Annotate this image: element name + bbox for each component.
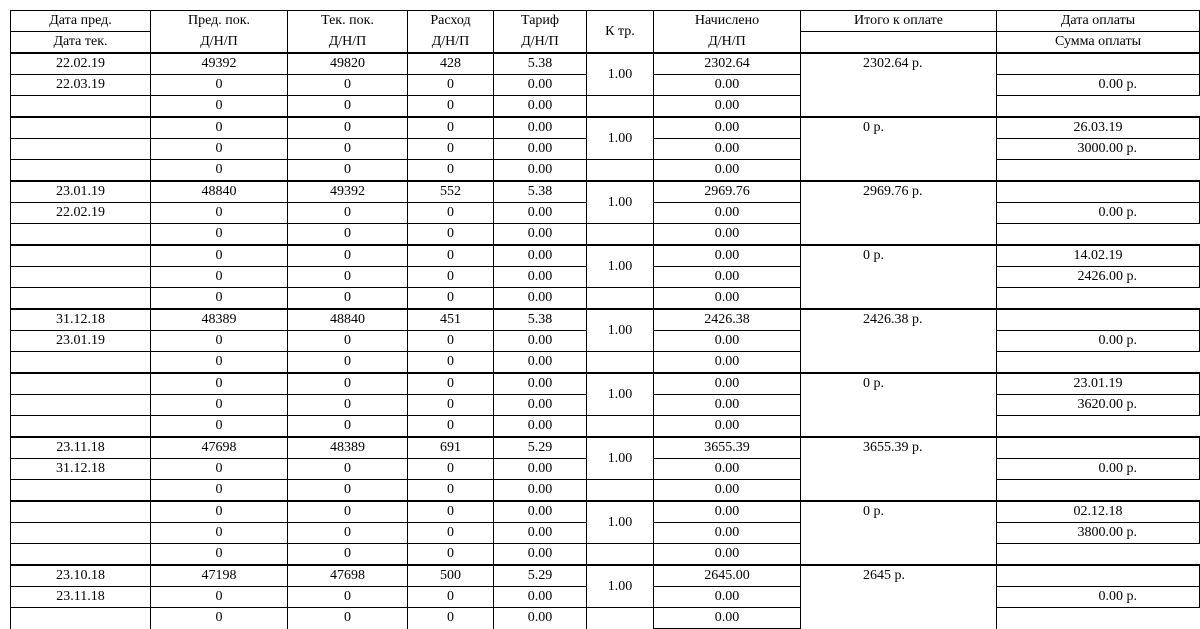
cur-reading-cell: 0 xyxy=(288,288,408,310)
pay-date-cell: 14.02.19 xyxy=(997,245,1200,267)
tariff-cell: 0.00 xyxy=(494,373,587,395)
tariff-cell: 0.00 xyxy=(494,416,587,438)
ktr-empty-cell xyxy=(587,480,654,502)
tariff-cell: 0.00 xyxy=(494,203,587,224)
pay-sum-cell: 0.00 р. xyxy=(997,203,1200,224)
pay-date-cell xyxy=(997,309,1200,331)
tariff-cell: 0.00 xyxy=(494,352,587,374)
pay-empty-cell xyxy=(997,480,1200,502)
prev-reading-cell: 0 xyxy=(151,267,288,288)
pay-empty-cell xyxy=(997,224,1200,246)
usage-cell: 0 xyxy=(408,224,494,246)
prev-reading-cell: 48840 xyxy=(151,181,288,203)
tariff-cell: 0.00 xyxy=(494,160,587,182)
table-row xyxy=(11,480,1200,502)
accrued-cell: 0.00 xyxy=(654,544,801,566)
cur-reading-cell: 0 xyxy=(288,224,408,246)
prev-reading-cell: 0 xyxy=(151,608,288,629)
prev-reading-cell: 47198 xyxy=(151,565,288,587)
tariff-cell: 0.00 xyxy=(494,523,587,544)
table-row xyxy=(11,501,1200,523)
tariff-cell: 5.29 xyxy=(494,565,587,587)
tariff-cell: 5.38 xyxy=(494,53,587,75)
date-cur-cell: 31.12.18 xyxy=(11,459,151,480)
date-cur-cell: 23.01.19 xyxy=(11,331,151,352)
accrued-cell: 0.00 xyxy=(654,139,801,160)
accrued-cell: 2302.64 xyxy=(654,53,801,75)
pay-date-cell xyxy=(997,565,1200,587)
ktr-cell: 1.00 xyxy=(587,117,654,160)
date-cur-cell xyxy=(11,139,151,160)
cur-reading-cell: 0 xyxy=(288,587,408,608)
ktr-empty-cell xyxy=(587,288,654,310)
table-row xyxy=(11,53,1200,75)
total-due-cell: 2969.76 р. xyxy=(801,181,997,245)
usage-cell: 0 xyxy=(408,480,494,502)
cur-reading-cell: 49820 xyxy=(288,53,408,75)
date-prev-cell: 23.10.18 xyxy=(11,565,151,587)
ktr-cell: 1.00 xyxy=(587,437,654,480)
table-row xyxy=(11,416,1200,438)
accrued-cell: 0.00 xyxy=(654,288,801,310)
prev-reading-cell: 0 xyxy=(151,139,288,160)
ktr-cell: 1.00 xyxy=(587,309,654,352)
date-cur-cell: 23.11.18 xyxy=(11,587,151,608)
table-row xyxy=(11,608,1200,629)
usage-cell: 428 xyxy=(408,53,494,75)
accrued-cell: 0.00 xyxy=(654,501,801,523)
ktr-empty-cell xyxy=(587,224,654,246)
accrued-cell: 0.00 xyxy=(654,224,801,246)
pay-date-cell xyxy=(997,53,1200,75)
date-prev-cell: 23.01.19 xyxy=(11,181,151,203)
table-row xyxy=(11,544,1200,566)
prev-reading-cell: 0 xyxy=(151,480,288,502)
date-cur-cell: 22.03.19 xyxy=(11,75,151,96)
date-empty-cell xyxy=(11,544,151,566)
date-empty-cell xyxy=(11,160,151,182)
usage-cell: 0 xyxy=(408,608,494,629)
accrued-cell: 0.00 xyxy=(654,459,801,480)
ledger-container xyxy=(10,10,1199,626)
ktr-empty-cell xyxy=(587,96,654,118)
tariff-cell: 0.00 xyxy=(494,117,587,139)
tariff-cell: 0.00 xyxy=(494,544,587,566)
table-row xyxy=(11,565,1200,587)
cur-reading-cell: 0 xyxy=(288,395,408,416)
cur-reading-cell: 0 xyxy=(288,608,408,629)
pay-sum-cell: 3800.00 р. xyxy=(997,523,1200,544)
cur-reading-cell: 49392 xyxy=(288,181,408,203)
accrued-cell: 0.00 xyxy=(654,75,801,96)
usage-cell: 0 xyxy=(408,203,494,224)
table-row xyxy=(11,245,1200,267)
pay-sum-cell: 0.00 р. xyxy=(997,75,1200,96)
pay-empty-cell xyxy=(997,96,1200,118)
usage-cell: 0 xyxy=(408,459,494,480)
total-due-cell: 0 р. xyxy=(801,245,997,309)
date-empty-cell xyxy=(11,224,151,246)
header-accrued: Начислено xyxy=(654,11,801,32)
table-row xyxy=(11,117,1200,139)
usage-cell: 0 xyxy=(408,352,494,374)
date-empty-cell xyxy=(11,416,151,438)
cur-reading-cell: 0 xyxy=(288,352,408,374)
accrued-cell: 0.00 xyxy=(654,416,801,438)
prev-reading-cell: 0 xyxy=(151,352,288,374)
usage-cell: 500 xyxy=(408,565,494,587)
pay-date-cell xyxy=(997,437,1200,459)
tariff-cell: 0.00 xyxy=(494,480,587,502)
ktr-cell: 1.00 xyxy=(587,181,654,224)
usage-cell: 0 xyxy=(408,416,494,438)
total-due-cell: 3655.39 р. xyxy=(801,437,997,501)
date-empty-cell xyxy=(11,288,151,310)
ktr-empty-cell xyxy=(587,160,654,182)
tariff-cell: 0.00 xyxy=(494,245,587,267)
usage-cell: 0 xyxy=(408,544,494,566)
tariff-cell: 0.00 xyxy=(494,139,587,160)
pay-sum-cell: 0.00 р. xyxy=(997,459,1200,480)
cur-reading-cell: 48389 xyxy=(288,437,408,459)
tariff-cell: 5.38 xyxy=(494,181,587,203)
date-prev-cell xyxy=(11,245,151,267)
pay-sum-cell: 3620.00 р. xyxy=(997,395,1200,416)
pay-date-cell xyxy=(997,181,1200,203)
date-cur-cell xyxy=(11,523,151,544)
usage-cell: 0 xyxy=(408,373,494,395)
total-due-cell: 2302.64 р. xyxy=(801,53,997,117)
prev-reading-cell: 0 xyxy=(151,587,288,608)
pay-date-cell: 23.01.19 xyxy=(997,373,1200,395)
usage-cell: 0 xyxy=(408,139,494,160)
table-body xyxy=(11,11,1200,629)
usage-cell: 0 xyxy=(408,395,494,416)
header-prev-dnp: Д/Н/П xyxy=(151,32,288,54)
cur-reading-cell: 0 xyxy=(288,203,408,224)
table-row xyxy=(11,160,1200,182)
usage-cell: 0 xyxy=(408,96,494,118)
header-usage: Расход xyxy=(408,11,494,32)
pay-date-cell: 26.03.19 xyxy=(997,117,1200,139)
header-accrued-dnp: Д/Н/П xyxy=(654,32,801,54)
pay-empty-cell xyxy=(997,416,1200,438)
usage-cell: 451 xyxy=(408,309,494,331)
cur-reading-cell: 0 xyxy=(288,117,408,139)
date-prev-cell xyxy=(11,117,151,139)
usage-cell: 0 xyxy=(408,501,494,523)
header-cur-dnp: Д/Н/П xyxy=(288,32,408,54)
header-tariff-dnp: Д/Н/П xyxy=(494,32,587,54)
table-row xyxy=(11,96,1200,118)
pay-empty-cell xyxy=(997,160,1200,182)
prev-reading-cell: 0 xyxy=(151,96,288,118)
prev-reading-cell: 0 xyxy=(151,75,288,96)
header-tariff: Тариф xyxy=(494,11,587,32)
accrued-cell: 0.00 xyxy=(654,117,801,139)
date-empty-cell xyxy=(11,352,151,374)
pay-sum-cell: 0.00 р. xyxy=(997,587,1200,608)
ktr-empty-cell xyxy=(587,544,654,566)
prev-reading-cell: 0 xyxy=(151,523,288,544)
ktr-cell: 1.00 xyxy=(587,501,654,544)
accrued-cell: 2645.00 xyxy=(654,565,801,587)
prev-reading-cell: 0 xyxy=(151,459,288,480)
total-due-cell: 0 р. xyxy=(801,117,997,181)
prev-reading-cell: 47698 xyxy=(151,437,288,459)
table-row xyxy=(11,288,1200,310)
cur-reading-cell: 0 xyxy=(288,331,408,352)
cur-reading-cell: 0 xyxy=(288,373,408,395)
ktr-cell: 1.00 xyxy=(587,565,654,608)
accrued-cell: 0.00 xyxy=(654,267,801,288)
table-row xyxy=(11,309,1200,331)
cur-reading-cell: 0 xyxy=(288,416,408,438)
date-empty-cell xyxy=(11,96,151,118)
pay-empty-cell xyxy=(997,352,1200,374)
date-prev-cell xyxy=(11,501,151,523)
header-prev-reading: Пред. пок. xyxy=(151,11,288,32)
prev-reading-cell: 48389 xyxy=(151,309,288,331)
usage-cell: 0 xyxy=(408,331,494,352)
prev-reading-cell: 0 xyxy=(151,160,288,182)
ktr-cell: 1.00 xyxy=(587,245,654,288)
table-row xyxy=(11,437,1200,459)
cur-reading-cell: 0 xyxy=(288,480,408,502)
date-prev-cell xyxy=(11,373,151,395)
pay-sum-cell: 2426.00 р. xyxy=(997,267,1200,288)
tariff-cell: 0.00 xyxy=(494,331,587,352)
tariff-cell: 0.00 xyxy=(494,267,587,288)
cur-reading-cell: 0 xyxy=(288,160,408,182)
pay-empty-cell xyxy=(997,608,1200,629)
accrued-cell: 0.00 xyxy=(654,331,801,352)
total-due-cell: 2426.38 р. xyxy=(801,309,997,373)
accrued-cell: 0.00 xyxy=(654,587,801,608)
accrued-cell: 0.00 xyxy=(654,352,801,374)
usage-cell: 0 xyxy=(408,288,494,310)
table-row xyxy=(11,181,1200,203)
tariff-cell: 5.29 xyxy=(494,437,587,459)
prev-reading-cell: 0 xyxy=(151,245,288,267)
pay-date-cell: 02.12.18 xyxy=(997,501,1200,523)
pay-sum-cell: 0.00 р. xyxy=(997,331,1200,352)
date-cur-cell xyxy=(11,395,151,416)
date-cur-cell: 22.02.19 xyxy=(11,203,151,224)
accrued-cell: 0.00 xyxy=(654,245,801,267)
table-row xyxy=(11,224,1200,246)
ktr-cell: 1.00 xyxy=(587,53,654,96)
accrued-cell: 0.00 xyxy=(654,523,801,544)
ktr-empty-cell xyxy=(587,416,654,438)
usage-cell: 0 xyxy=(408,587,494,608)
prev-reading-cell: 49392 xyxy=(151,53,288,75)
accrued-cell: 0.00 xyxy=(654,203,801,224)
accrued-cell: 0.00 xyxy=(654,160,801,182)
date-prev-cell: 23.11.18 xyxy=(11,437,151,459)
accrued-cell: 0.00 xyxy=(654,96,801,118)
tariff-cell: 0.00 xyxy=(494,75,587,96)
header-ktr: К тр. xyxy=(587,11,654,54)
total-due-cell: 0 р. xyxy=(801,373,997,437)
prev-reading-cell: 0 xyxy=(151,416,288,438)
prev-reading-cell: 0 xyxy=(151,117,288,139)
date-cur-cell xyxy=(11,267,151,288)
accrued-cell: 0.00 xyxy=(654,395,801,416)
accrued-cell: 3655.39 xyxy=(654,437,801,459)
total-due-cell: 2645 р. xyxy=(801,565,997,629)
cur-reading-cell: 0 xyxy=(288,96,408,118)
date-prev-cell: 31.12.18 xyxy=(11,309,151,331)
prev-reading-cell: 0 xyxy=(151,288,288,310)
header-total-blank xyxy=(801,32,997,54)
table-row xyxy=(11,373,1200,395)
tariff-cell: 0.00 xyxy=(494,288,587,310)
pay-empty-cell xyxy=(997,544,1200,566)
header-pay-date: Дата оплаты xyxy=(997,11,1200,32)
cur-reading-cell: 0 xyxy=(288,459,408,480)
usage-cell: 691 xyxy=(408,437,494,459)
accrued-cell: 0.00 xyxy=(654,373,801,395)
usage-cell: 0 xyxy=(408,75,494,96)
pay-sum-cell: 3000.00 р. xyxy=(997,139,1200,160)
cur-reading-cell: 0 xyxy=(288,245,408,267)
header-pay-sum: Сумма оплаты xyxy=(997,32,1200,54)
prev-reading-cell: 0 xyxy=(151,331,288,352)
cur-reading-cell: 0 xyxy=(288,75,408,96)
cur-reading-cell: 0 xyxy=(288,523,408,544)
accrued-cell: 0.00 xyxy=(654,608,801,629)
ktr-cell: 1.00 xyxy=(587,373,654,416)
header-row-1 xyxy=(11,11,1200,32)
tariff-cell: 0.00 xyxy=(494,587,587,608)
prev-reading-cell: 0 xyxy=(151,544,288,566)
prev-reading-cell: 0 xyxy=(151,373,288,395)
usage-cell: 0 xyxy=(408,160,494,182)
header-cur-reading: Тек. пок. xyxy=(288,11,408,32)
usage-cell: 552 xyxy=(408,181,494,203)
date-empty-cell xyxy=(11,480,151,502)
tariff-cell: 0.00 xyxy=(494,224,587,246)
cur-reading-cell: 0 xyxy=(288,267,408,288)
header-total-due: Итого к оплате xyxy=(801,11,997,32)
cur-reading-cell: 0 xyxy=(288,139,408,160)
usage-cell: 0 xyxy=(408,267,494,288)
usage-cell: 0 xyxy=(408,245,494,267)
prev-reading-cell: 0 xyxy=(151,501,288,523)
cur-reading-cell: 47698 xyxy=(288,565,408,587)
tariff-cell: 0.00 xyxy=(494,96,587,118)
usage-cell: 0 xyxy=(408,117,494,139)
prev-reading-cell: 0 xyxy=(151,224,288,246)
header-date-prev: Дата пред. xyxy=(11,11,151,32)
pay-empty-cell xyxy=(997,288,1200,310)
date-prev-cell: 22.02.19 xyxy=(11,53,151,75)
prev-reading-cell: 0 xyxy=(151,395,288,416)
tariff-cell: 0.00 xyxy=(494,608,587,629)
cur-reading-cell: 0 xyxy=(288,544,408,566)
cur-reading-cell: 0 xyxy=(288,501,408,523)
ktr-empty-cell xyxy=(587,352,654,374)
usage-cell: 0 xyxy=(408,523,494,544)
cur-reading-cell: 48840 xyxy=(288,309,408,331)
accrued-cell: 0.00 xyxy=(654,480,801,502)
header-usage-dnp: Д/Н/П xyxy=(408,32,494,54)
tariff-cell: 0.00 xyxy=(494,501,587,523)
accrued-cell: 2969.76 xyxy=(654,181,801,203)
tariff-cell: 0.00 xyxy=(494,395,587,416)
tariff-cell: 5.38 xyxy=(494,309,587,331)
header-date-cur: Дата тек. xyxy=(11,32,151,54)
ktr-empty-cell xyxy=(587,608,654,629)
date-empty-cell xyxy=(11,608,151,629)
prev-reading-cell: 0 xyxy=(151,203,288,224)
payment-history-table xyxy=(10,10,1200,629)
total-due-cell: 0 р. xyxy=(801,501,997,565)
table-row xyxy=(11,352,1200,374)
accrued-cell: 2426.38 xyxy=(654,309,801,331)
tariff-cell: 0.00 xyxy=(494,459,587,480)
